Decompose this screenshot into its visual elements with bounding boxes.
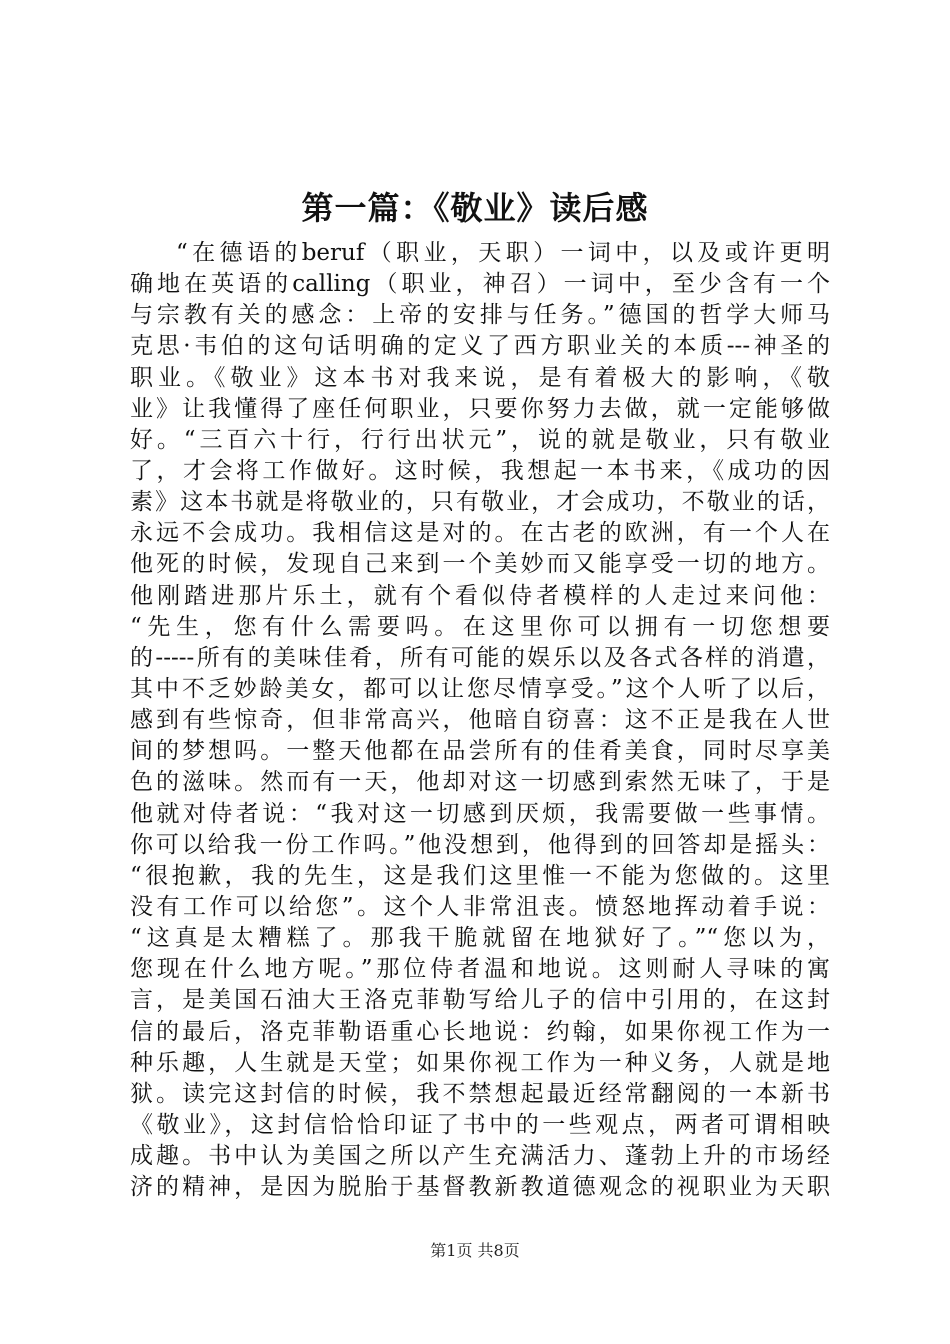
text-line: 职业。《敬业》这本书对我来说，是有着极大的影响，《敬 (130, 364, 830, 391)
text-line: 成趣。书中认为美国之所以产生充满活力、蓬勃上升的市场经 (130, 1143, 830, 1170)
text-line: 狱。读完这封信的时候，我不禁想起最近经常翻阅的一本新书 (130, 1080, 830, 1107)
text-line: 克思·韦伯的这句话明确的定义了西方职业关的本质---神圣的 (130, 333, 830, 360)
text-line: 《敬业》，这封信恰恰印证了书中的一些观点，两者可谓相映 (130, 1111, 830, 1138)
text-line: 与宗教有关的感念：上帝的安排与任务。”德国的哲学大师马 (130, 302, 830, 329)
text-line: 没有工作可以给您”。这个人非常沮丧。愤怒地挥动着手说： (130, 893, 830, 920)
text-line: 他刚踏进那片乐土，就有个看似侍者模样的人走过来问他： (130, 582, 830, 609)
text-line: 言，是美国石油大王洛克菲勒写给儿子的信中引用的，在这封 (130, 987, 830, 1014)
text-line: “在德语的beruf（职业，天职）一词中，以及或许更明 (176, 240, 830, 266)
text-line: “先生，您有什么需要吗。在这里你可以拥有一切您想要 (130, 613, 830, 640)
text-line: 种乐趣，人生就是天堂；如果你视工作为一种义务，人就是地 (130, 1049, 830, 1076)
text-line: 你可以给我一份工作吗。”他没想到，他得到的回答却是摇头： (130, 831, 830, 858)
text-line: 好。“三百六十行，行行出状元”，说的就是敬业，只有敬业 (130, 426, 830, 453)
text-line: 他就对侍者说：“我对这一切感到厌烦，我需要做一些事情。 (130, 800, 830, 827)
text-line: 了，才会将工作做好。这时候，我想起一本书来，《成功的因 (130, 457, 830, 484)
text-line: 业》让我懂得了座任何职业，只要你努力去做，就一定能够做 (130, 395, 830, 422)
text-line: 济的精神，是因为脱胎于基督教新教道德观念的视职业为天职 (130, 1174, 830, 1201)
text-line: 永远不会成功。我相信这是对的。在古老的欧洲，有一个人在 (130, 520, 830, 547)
text-line: 间的梦想吗。一整天他都在品尝所有的佳肴美食，同时尽享美 (130, 738, 830, 765)
text-line: 感到有些惊奇，但非常高兴，他暗自窃喜：这不正是我在人世 (130, 707, 830, 734)
text-line: 信的最后，洛克菲勒语重心长地说：约翰，如果你视工作为一 (130, 1018, 830, 1045)
text-line: 色的滋味。然而有一天，他却对这一切感到索然无味了，于是 (130, 769, 830, 796)
text-line: 他死的时候，发现自己来到一个美妙而又能享受一切的地方。 (130, 551, 830, 578)
text-line: “这真是太糟糕了。那我干脆就留在地狱好了。”“您以为， (130, 925, 830, 952)
body-paragraph (130, 238, 830, 1203)
page-footer: 第1页 共8页 (430, 1241, 520, 1260)
page-title: 第一篇：《敬业》读后感 (301, 189, 649, 227)
text-line: 素》这本书就是将敬业的，只有敬业，才会成功，不敬业的话， (130, 489, 830, 516)
text-line: “很抱歉，我的先生，这是我们这里惟一不能为您做的。这里 (130, 862, 830, 889)
text-line: 确地在英语的calling（职业，神召）一词中，至少含有一个 (130, 271, 830, 298)
text-line: 其中不乏妙龄美女，都可以让您尽情享受。”这个人听了以后， (130, 675, 830, 702)
text-line: 您现在什么地方呢。”那位侍者温和地说。这则耐人寻味的寓 (130, 956, 830, 983)
text-line: 的-----所有的美味佳肴，所有可能的娱乐以及各式各样的消遣， (130, 644, 830, 671)
